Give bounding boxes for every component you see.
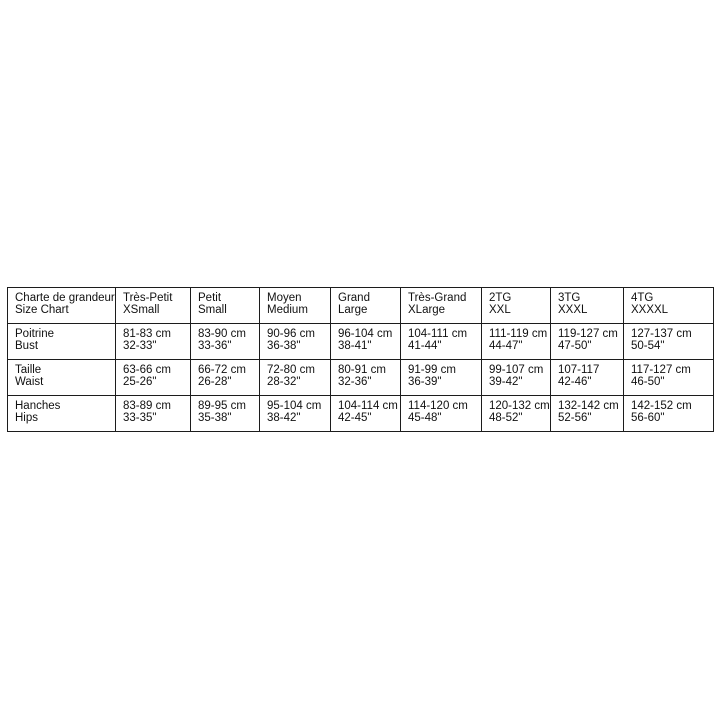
value-cm: 95-104 cm [267, 400, 322, 412]
table-cell [116, 324, 191, 360]
header-label-fr: Très-Grand [408, 292, 467, 304]
value-in: 28-32" [267, 375, 301, 388]
header-label-fr: 4TG [631, 292, 654, 304]
table-cell [551, 360, 624, 396]
value-cm: 104-114 cm [338, 400, 398, 412]
table-cell [191, 396, 260, 432]
value-cm: 66-72 cm [198, 364, 246, 376]
header-label-en: Large [338, 303, 368, 316]
table-cell [482, 360, 551, 396]
table-cell [482, 396, 551, 432]
row-label-fr: Hanches [15, 400, 61, 412]
value-in: 38-42" [267, 411, 301, 424]
value-cm: 89-95 cm [198, 400, 246, 412]
value-in: 42-45" [338, 411, 372, 424]
value-in: 32-33" [123, 339, 157, 352]
header-label-en: XLarge [408, 303, 446, 316]
value-cm: 96-104 cm [338, 328, 393, 340]
header-cell-size-chart [8, 288, 116, 324]
row-label-en: Waist [15, 375, 44, 388]
header-row [8, 288, 714, 324]
value-cm: 127-137 cm [631, 328, 692, 340]
value-cm: 83-89 cm [123, 400, 171, 412]
value-in: 46-50" [631, 375, 665, 388]
table-cell [624, 324, 714, 360]
value-cm: 91-99 cm [408, 364, 456, 376]
value-in: 39-42" [489, 375, 523, 388]
table-cell [331, 324, 401, 360]
header-label-fr: Grand [338, 292, 370, 304]
header-cell-medium [260, 288, 331, 324]
header-label-en: XXL [489, 303, 511, 316]
header-label-fr: Très-Petit [123, 292, 173, 304]
value-in: 56-60" [631, 411, 665, 424]
value-cm: 111-119 cm [489, 328, 548, 340]
value-cm: 107-117 [558, 364, 600, 376]
row-label-fr: Poitrine [15, 328, 54, 340]
value-cm: 120-132 cm [489, 400, 550, 412]
header-cell-xlarge [401, 288, 482, 324]
table-cell [191, 360, 260, 396]
header-label-en: Small [198, 303, 227, 316]
table-cell [116, 396, 191, 432]
table-cell [331, 396, 401, 432]
value-in: 38-41" [338, 339, 372, 352]
value-in: 52-56" [558, 411, 592, 424]
header-cell-xxxxl [624, 288, 714, 324]
header-cell-xxxl [551, 288, 624, 324]
table-cell [260, 360, 331, 396]
value-in: 50-54" [631, 339, 665, 352]
value-in: 47-50" [558, 339, 592, 352]
value-in: 44-47" [489, 339, 523, 352]
header-cell-xxl [482, 288, 551, 324]
row-label-en: Bust [15, 339, 39, 352]
value-cm: 114-120 cm [408, 400, 468, 412]
value-cm: 142-152 cm [631, 400, 692, 412]
header-cell-xsmall [116, 288, 191, 324]
table-cell [401, 360, 482, 396]
value-cm: 104-111 cm [408, 328, 468, 340]
value-in: 45-48" [408, 411, 442, 424]
table-cell [260, 324, 331, 360]
table-cell [624, 396, 714, 432]
header-label-fr: Petit [198, 292, 222, 304]
header-label-en: Medium [267, 303, 308, 316]
header-cell-small [191, 288, 260, 324]
value-in: 25-26" [123, 375, 157, 388]
table-row-bust [8, 324, 714, 360]
table-cell [401, 396, 482, 432]
value-in: 33-35" [123, 411, 157, 424]
value-in: 35-38" [198, 411, 232, 424]
value-in: 36-39" [408, 375, 442, 388]
value-cm: 63-66 cm [123, 364, 171, 376]
table-row-waist [8, 360, 714, 396]
value-in: 41-44" [408, 339, 442, 352]
header-label-fr: 3TG [558, 292, 581, 304]
header-cell-large [331, 288, 401, 324]
table-cell [482, 324, 551, 360]
header-label-fr: Charte de grandeur [15, 292, 115, 304]
value-in: 26-28" [198, 375, 232, 388]
table-row-hips [8, 396, 714, 432]
table-cell [551, 396, 624, 432]
header-label-en: XSmall [123, 303, 160, 316]
value-in: 48-52" [489, 411, 523, 424]
value-in: 36-38" [267, 339, 301, 352]
header-label-en: XXXL [558, 303, 588, 316]
row-label-waist [8, 360, 116, 396]
value-in: 32-36" [338, 375, 372, 388]
table-cell [551, 324, 624, 360]
table-cell [191, 324, 260, 360]
header-label-fr: Moyen [267, 292, 302, 304]
value-cm: 72-80 cm [267, 364, 315, 376]
header-label-en: XXXXL [631, 303, 669, 316]
value-in: 33-36" [198, 339, 232, 352]
value-cm: 99-107 cm [489, 364, 544, 376]
row-label-en: Hips [15, 411, 39, 424]
row-label-bust [8, 324, 116, 360]
row-label-fr: Taille [15, 364, 42, 376]
size-chart-table [7, 287, 714, 432]
value-cm: 80-91 cm [338, 364, 386, 376]
table-cell [401, 324, 482, 360]
value-in: 42-46" [558, 375, 592, 388]
value-cm: 81-83 cm [123, 328, 171, 340]
value-cm: 132-142 cm [558, 400, 619, 412]
table-cell [624, 360, 714, 396]
table-cell [116, 360, 191, 396]
value-cm: 90-96 cm [267, 328, 315, 340]
value-cm: 117-127 cm [631, 364, 691, 376]
row-label-hips [8, 396, 116, 432]
value-cm: 83-90 cm [198, 328, 246, 340]
table-cell [260, 396, 331, 432]
table-cell [331, 360, 401, 396]
header-label-en: Size Chart [15, 303, 69, 316]
header-label-fr: 2TG [489, 292, 512, 304]
value-cm: 119-127 cm [558, 328, 618, 340]
